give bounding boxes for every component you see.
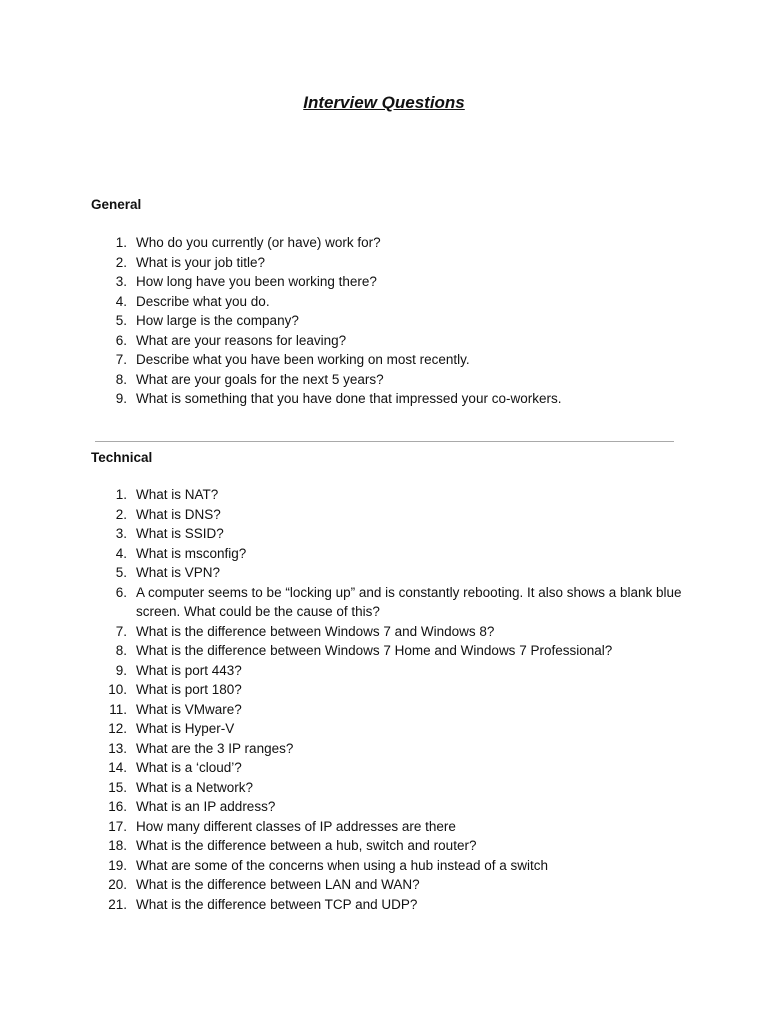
item-text: What is the difference between Windows 7 Home and Windows 7 Professional?	[136, 643, 613, 658]
item-text: What is VMware?	[136, 701, 242, 717]
item-number: 8.	[115, 643, 127, 658]
list-item	[0, 680, 768, 700]
general-section-heading: General	[91, 197, 142, 212]
list-item	[0, 739, 768, 759]
item-text: What is SSID?	[136, 526, 224, 541]
list-item	[0, 253, 768, 273]
list-item	[0, 661, 768, 681]
item-number: 15.	[108, 779, 127, 795]
item-number: 9.	[115, 662, 127, 678]
list-item	[0, 836, 768, 856]
item-text: Describe what you have been working on most recently.	[136, 352, 470, 367]
list-item	[0, 758, 768, 778]
list-item	[0, 641, 768, 661]
list-item	[0, 350, 768, 370]
item-text: What is port 180?	[136, 682, 242, 697]
item-number: 9.	[115, 391, 127, 406]
item-number: 19.	[108, 857, 127, 873]
list-item	[0, 622, 768, 642]
list-item	[0, 544, 768, 564]
item-number: 10.	[108, 682, 127, 697]
list-item	[0, 524, 768, 544]
item-text: What is your job title?	[136, 254, 266, 270]
item-number: 4.	[115, 545, 127, 561]
item-text: What is the difference between Windows 7 and Windows 8?	[136, 623, 495, 639]
section-divider	[95, 441, 674, 442]
item-text: A computer seems to be “locking up” and is constantly rebooting. It also shows a blank blue screen. What could be the cause of this?	[136, 584, 682, 619]
list-item	[0, 875, 768, 895]
item-number: 16.	[108, 799, 127, 814]
item-number: 17.	[108, 818, 127, 834]
item-number: 3.	[115, 274, 127, 289]
item-number: 18.	[108, 838, 127, 853]
list-item	[0, 778, 768, 798]
item-text: What are the 3 IP ranges?	[136, 740, 294, 756]
list-item	[0, 856, 768, 876]
list-item	[0, 817, 768, 837]
item-text: What is the difference between a hub, switch and router?	[136, 838, 477, 853]
list-item	[0, 272, 768, 292]
list-item	[0, 292, 768, 312]
item-text: What is msconfig?	[136, 545, 247, 561]
item-number: 4.	[115, 293, 127, 309]
list-item	[0, 311, 768, 331]
list-item	[0, 233, 768, 253]
item-number: 3.	[115, 526, 127, 541]
general-question-list	[0, 233, 768, 409]
item-text: What is VPN?	[136, 565, 221, 580]
list-item	[0, 563, 768, 583]
item-number: 5.	[115, 565, 127, 580]
item-text: What is NAT?	[136, 487, 219, 502]
item-number: 21.	[108, 896, 127, 912]
list-item	[0, 331, 768, 351]
item-number: 7.	[115, 352, 127, 367]
technical-section-heading: Technical	[91, 450, 153, 465]
page-title: Interview Questions	[303, 93, 465, 112]
item-text: Who do you currently (or have) work for?	[136, 235, 381, 250]
item-text: How many different classes of IP addresses are there	[136, 818, 456, 834]
item-text: What is something that you have done that impressed your co-workers.	[136, 391, 562, 406]
item-text: What is the difference between LAN and WAN?	[136, 877, 420, 892]
list-item	[0, 895, 768, 915]
item-text: Describe what you do.	[136, 293, 270, 309]
item-number: 6.	[115, 332, 127, 348]
item-text: What are your goals for the next 5 years?	[136, 371, 384, 387]
item-number: 20.	[108, 877, 127, 892]
item-text: How long have you been working there?	[136, 274, 377, 289]
item-number: 2.	[115, 506, 127, 522]
item-text: What is port 443?	[136, 662, 242, 678]
item-number: 5.	[115, 313, 127, 328]
list-item	[0, 583, 768, 622]
item-text: What are your reasons for leaving?	[136, 332, 347, 348]
item-number: 11.	[109, 701, 127, 717]
item-number: 14.	[108, 760, 127, 775]
item-number: 6.	[115, 584, 127, 600]
list-item	[0, 505, 768, 525]
item-text: What is the difference between TCP and UDP?	[136, 896, 418, 912]
item-number: 7.	[115, 623, 127, 639]
item-number: 1.	[115, 235, 127, 250]
list-item	[0, 485, 768, 505]
item-number: 2.	[115, 254, 127, 270]
technical-question-list	[0, 485, 768, 914]
item-number: 12.	[108, 721, 127, 736]
list-item	[0, 700, 768, 720]
item-text: What is an IP address?	[136, 799, 276, 814]
list-item	[0, 370, 768, 390]
list-item	[0, 389, 768, 409]
item-text: What are some of the concerns when using a hub instead of a switch	[136, 857, 548, 873]
item-number: 8.	[115, 371, 127, 387]
item-text: What is a ‘cloud’?	[136, 760, 242, 775]
item-text: How large is the company?	[136, 313, 299, 328]
list-item	[0, 719, 768, 739]
item-number: 1.	[115, 487, 127, 502]
list-item	[0, 797, 768, 817]
item-text: What is Hyper-V	[136, 721, 235, 736]
item-number: 13.	[108, 740, 127, 756]
item-text: What is DNS?	[136, 506, 221, 522]
item-text: What is a Network?	[136, 779, 254, 795]
